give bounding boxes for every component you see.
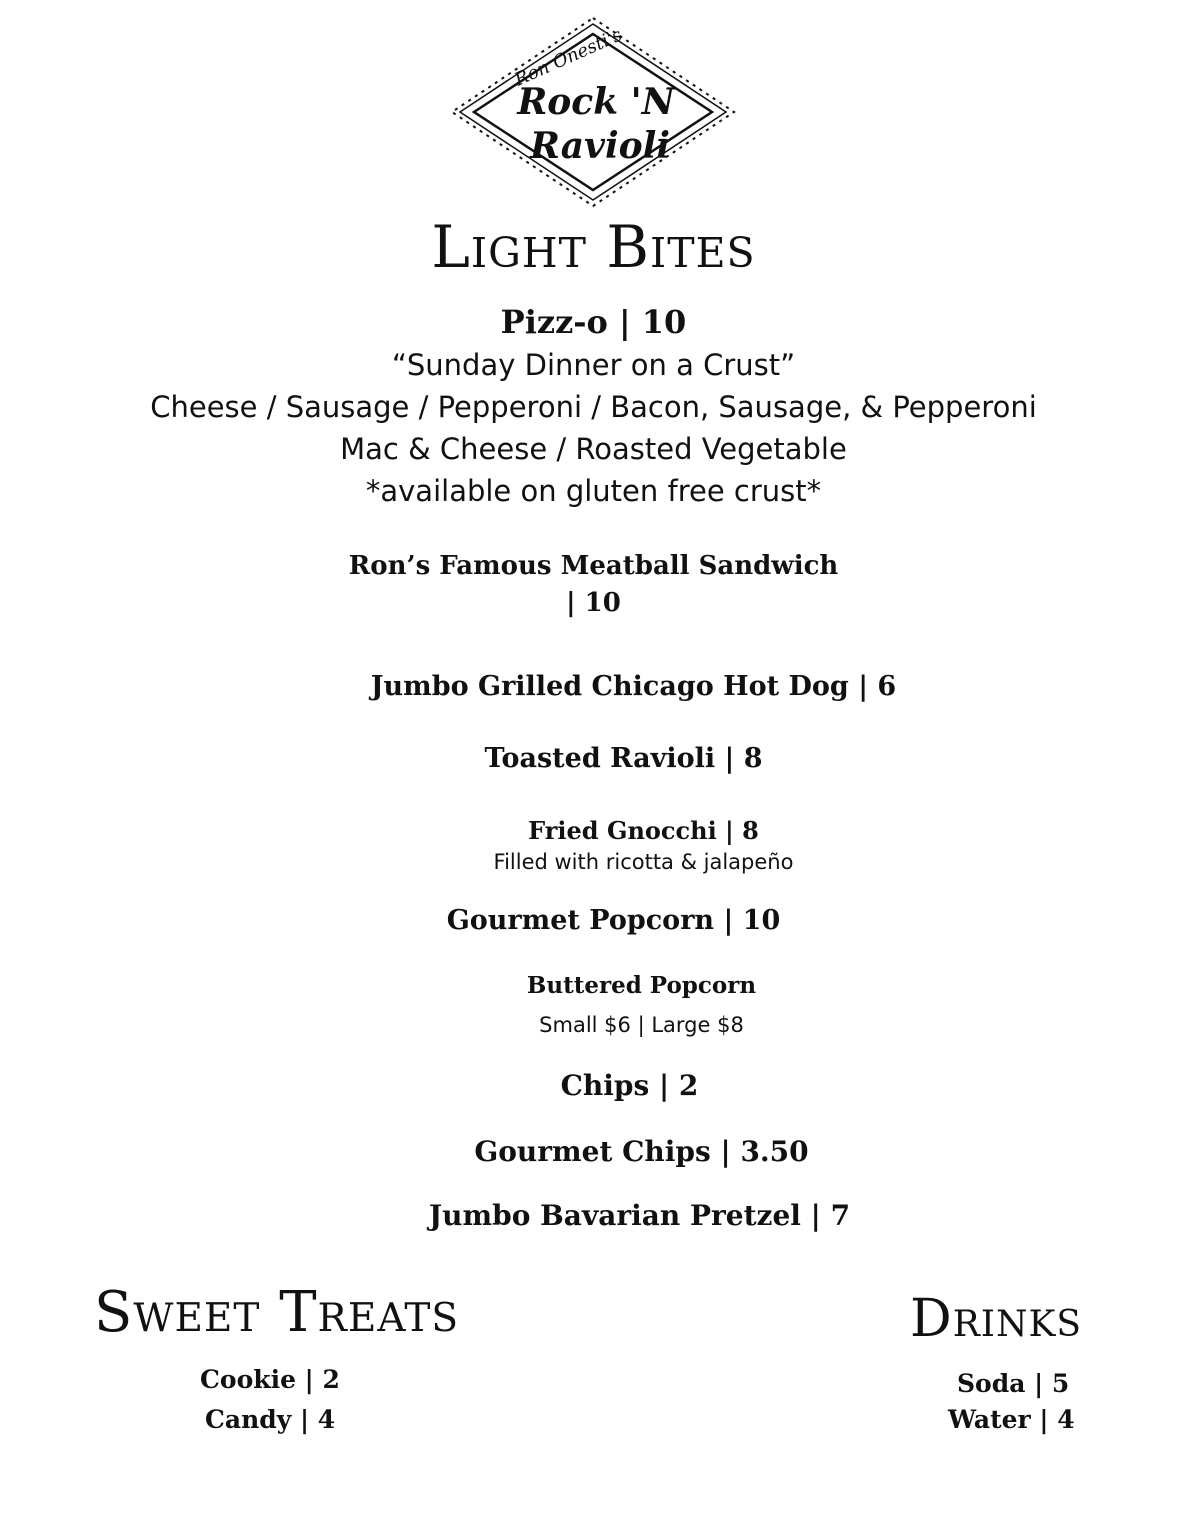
logo-text-top: Ron Onesti's <box>511 24 626 91</box>
hotdog-item: Jumbo Grilled Chicago Hot Dog | 6 <box>370 671 897 702</box>
drinks-heading: Drinks <box>910 1289 1083 1349</box>
meatball-sandwich-price: | 10 <box>566 588 621 618</box>
fried-gnocchi-description: Filled with ricotta & jalapeño <box>493 850 794 874</box>
cookie-item: Cookie | 2 <box>200 1365 340 1394</box>
sweet-treats-heading: Sweet Treats <box>94 1280 460 1345</box>
pretzel-item: Jumbo Bavarian Pretzel | 7 <box>428 1199 851 1232</box>
restaurant-logo <box>446 12 740 212</box>
pizzo-options-line1: Cheese / Sausage / Pepperoni / Bacon, Sausage, & Pepperoni <box>150 390 1037 424</box>
logo-text-line2: Ravioli <box>529 125 671 167</box>
buttered-popcorn-item: Buttered Popcorn <box>526 972 757 999</box>
toasted-ravioli-item: Toasted Ravioli | 8 <box>484 743 763 774</box>
soda-item: Soda | 5 <box>957 1369 1070 1398</box>
buttered-popcorn-sizes: Small $6 | Large $8 <box>539 1013 744 1037</box>
pizzo-gluten-free-note: *available on gluten free crust* <box>365 474 822 508</box>
fried-gnocchi-item: Fried Gnocchi | 8 <box>528 816 759 845</box>
meatball-sandwich-title: Ron’s Famous Meatball Sandwich <box>348 551 839 581</box>
chips-item: Chips | 2 <box>560 1069 699 1102</box>
pizzo-title: Pizz-o | 10 <box>500 303 687 341</box>
gourmet-popcorn-item: Gourmet Popcorn | 10 <box>446 905 781 936</box>
water-item: Water | 4 <box>948 1405 1075 1434</box>
light-bites-heading: Light Bites <box>431 213 756 281</box>
pizzo-options-line2: Mac & Cheese / Roasted Vegetable <box>340 432 847 466</box>
candy-item: Candy | 4 <box>205 1405 336 1434</box>
gourmet-chips-item: Gourmet Chips | 3.50 <box>474 1135 809 1168</box>
logo-text-line1: Rock 'N <box>517 81 675 123</box>
pizzo-tagline: “Sunday Dinner on a Crust” <box>391 348 796 382</box>
